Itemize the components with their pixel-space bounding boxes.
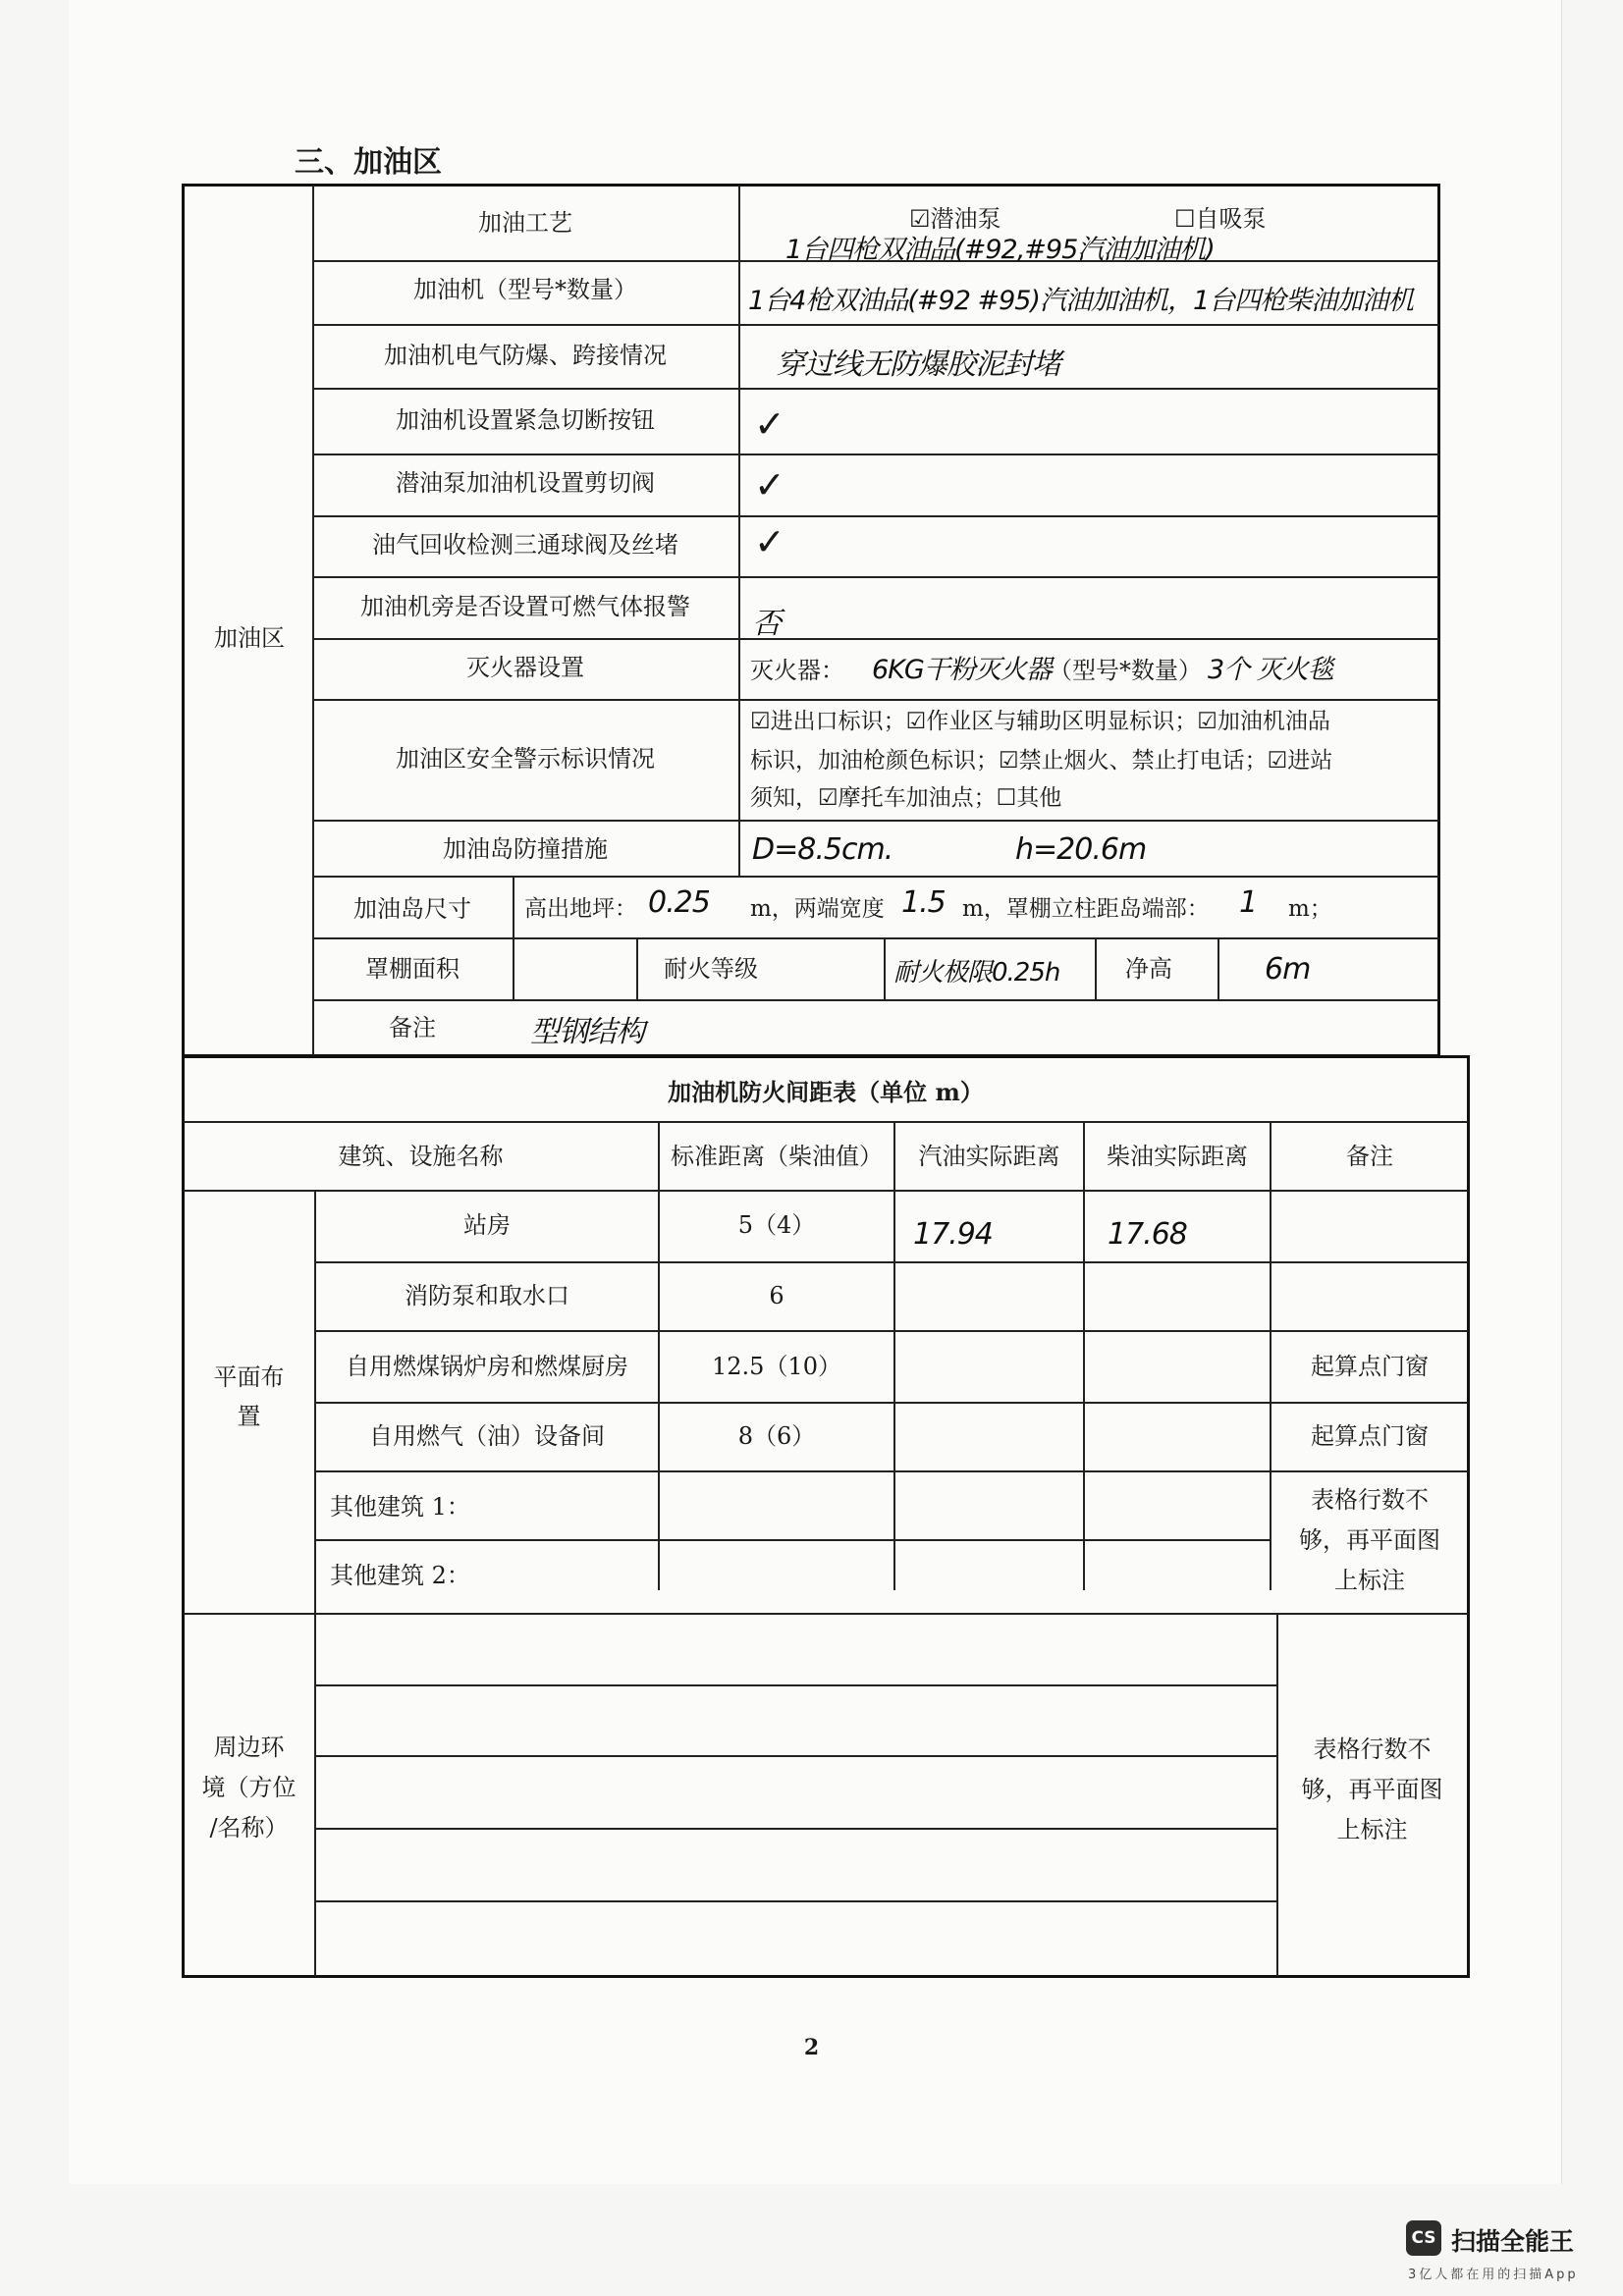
row-line xyxy=(312,820,1439,822)
col-divider-label xyxy=(738,186,740,876)
row-line xyxy=(314,1330,1468,1332)
remark-label: 备注 xyxy=(389,1014,436,1041)
col-divider xyxy=(1095,937,1097,999)
group-layout-line2: 置 xyxy=(237,1403,261,1430)
empty-box-icon: ☐ xyxy=(1174,205,1196,233)
island-width-value: 1.5 xyxy=(901,885,946,920)
extinguisher-type-handwriting: 6KG干粉灭火器 xyxy=(872,655,1052,685)
note-line: 上标注 xyxy=(1334,1567,1405,1594)
note-line: 够，再平面图 xyxy=(1301,1776,1443,1803)
explosion-handwriting: 穿过线无防爆胶泥封堵 xyxy=(776,347,1060,382)
fire-rating-label: 耐火等级 xyxy=(664,955,758,983)
col-divider-area xyxy=(312,186,314,1057)
row-line xyxy=(314,1755,1276,1757)
row-line xyxy=(314,1261,1468,1263)
vapor-label: 油气回收检测三通球阀及丝堵 xyxy=(372,531,678,559)
extinguisher-prefix: 灭火器： xyxy=(750,657,844,684)
row-line xyxy=(312,324,1439,326)
distance-row-name: 其他建筑 1： xyxy=(330,1493,470,1521)
signs-line-2: 标识，加油枪颜色标识；☑禁止烟火、禁止打电话；☑进站 xyxy=(750,748,1333,774)
scanner-name: 扫描全能王 xyxy=(1451,2227,1575,2256)
col-divider xyxy=(513,876,514,999)
vapor-check-icon: ✓ xyxy=(754,520,785,563)
group-environment xyxy=(184,1728,314,1848)
header-facility: 建筑、设施名称 xyxy=(338,1143,504,1170)
checked-box-icon: ☑ xyxy=(909,205,931,233)
shear-check-icon: ✓ xyxy=(754,463,785,507)
shear-label: 潜油泵加油机设置剪切阀 xyxy=(396,469,655,497)
distance-row-name: 站房 xyxy=(463,1211,511,1239)
row-line xyxy=(312,454,1439,455)
process-option-self-priming[interactable]: ☐自吸泵 xyxy=(1174,205,1267,233)
group-line: 周边环 xyxy=(213,1734,285,1761)
distance-row-standard: 12.5（10） xyxy=(712,1353,841,1380)
group-line: 境（方位 xyxy=(201,1774,297,1801)
dispenser-handwriting-2: 1台4枪双油品(#92 #95)汽油加油机，1台四枪柴油加油机 xyxy=(748,286,1414,316)
page-number: 2 xyxy=(803,2035,820,2060)
row-line xyxy=(314,1828,1276,1830)
distance-row-name: 自用燃煤锅炉房和燃煤厨房 xyxy=(346,1353,628,1380)
clear-height-handwriting: 6m xyxy=(1265,952,1311,987)
dispenser-label: 加油机（型号*数量） xyxy=(413,276,637,303)
gas-alarm-handwriting: 否 xyxy=(752,607,781,641)
note-line: 上标注 xyxy=(1336,1816,1408,1843)
collision-handwriting-1: D=8.5cm. xyxy=(752,832,893,867)
row-line xyxy=(314,1470,1468,1472)
signs-line-1: ☑进出口标识；☑作业区与辅助区明显标识；☑加油机油品 xyxy=(750,709,1330,734)
row-line xyxy=(184,1613,1468,1615)
row-line xyxy=(314,1402,1468,1404)
row-line xyxy=(184,1121,1468,1123)
row-line xyxy=(312,515,1439,517)
section-title: 三、加油区 xyxy=(295,145,442,180)
row-line xyxy=(184,1190,1468,1192)
extinguisher-label: 灭火器设置 xyxy=(466,654,584,681)
row-line xyxy=(314,1900,1276,1902)
note-line: 够，再平面图 xyxy=(1299,1526,1440,1554)
emergency-check-icon: ✓ xyxy=(754,402,785,446)
row-line xyxy=(312,388,1439,390)
col-divider xyxy=(636,937,638,999)
scanner-tagline: 3亿人都在用的扫描App xyxy=(1408,2268,1579,2282)
island-pillar-value: 1 xyxy=(1239,885,1258,920)
extinguisher-suffix: （型号*数量） xyxy=(1049,657,1202,684)
distance-row-remark: 起算点门窗 xyxy=(1311,1353,1429,1380)
note-line: 表格行数不 xyxy=(1311,1486,1429,1514)
col-divider xyxy=(1217,937,1219,999)
header-diesel: 柴油实际距离 xyxy=(1107,1143,1248,1170)
diesel-distance-handwriting: 17.68 xyxy=(1108,1217,1187,1252)
island-pillar-unit: m； xyxy=(1288,896,1332,922)
header-standard: 标准距离（柴油值） xyxy=(671,1143,883,1170)
other-buildings-note xyxy=(1271,1480,1468,1601)
row-line xyxy=(312,999,1439,1001)
clear-height-label: 净高 xyxy=(1125,955,1172,983)
collision-handwriting-2: h=20.6m xyxy=(1015,832,1147,867)
distance-row-remark: 起算点门窗 xyxy=(1311,1422,1429,1450)
island-size-label: 加油岛尺寸 xyxy=(353,895,471,923)
distance-row-name: 自用燃气（油）设备间 xyxy=(369,1422,605,1450)
row-line xyxy=(312,576,1439,578)
process-option-submersible[interactable]: ☑潜油泵 xyxy=(909,205,1001,233)
col-divider xyxy=(1083,1121,1085,1590)
row-line xyxy=(314,1539,1270,1541)
island-width-label: m，两端宽度 xyxy=(750,896,885,922)
distance-table-title: 加油机防火间距表（单位 m） xyxy=(668,1078,984,1106)
distance-row-name: 其他建筑 2： xyxy=(330,1562,470,1589)
dispenser-handwriting-1: 1台四枪双油品(#92,#95汽油加油机) xyxy=(785,235,1215,265)
group-layout-line1: 平面布 xyxy=(213,1363,285,1391)
canopy-area-label: 罩棚面积 xyxy=(365,955,460,983)
extinguisher-qty-handwriting: 3个 灭火毯 xyxy=(1208,655,1333,685)
gasoline-distance-handwriting: 17.94 xyxy=(913,1217,993,1252)
area-label: 加油区 xyxy=(214,624,285,652)
gas-alarm-label: 加油机旁是否设置可燃气体报警 xyxy=(360,593,690,620)
col-divider xyxy=(884,937,886,999)
signs-label: 加油区安全警示标识情况 xyxy=(396,745,655,773)
header-remark: 备注 xyxy=(1346,1143,1393,1170)
island-height-value: 0.25 xyxy=(648,885,710,920)
row-line xyxy=(312,699,1439,701)
group-line: /名称） xyxy=(209,1814,289,1842)
col-divider xyxy=(893,1121,895,1590)
row-line xyxy=(312,638,1439,640)
row-line xyxy=(314,1684,1276,1686)
header-gasoline: 汽油实际距离 xyxy=(918,1143,1060,1170)
collision-label: 加油岛防撞措施 xyxy=(443,835,608,863)
distance-row-standard: 6 xyxy=(769,1282,784,1309)
scanner-logo-icon: CS xyxy=(1406,2220,1441,2256)
fire-rating-handwriting: 耐火极限0.25h xyxy=(893,958,1060,988)
distance-row-standard: 5（4） xyxy=(737,1211,816,1239)
row-line xyxy=(312,937,1439,939)
distance-row-standard: 8（6） xyxy=(737,1422,816,1450)
island-pillar-label: m，罩棚立柱距岛端部： xyxy=(962,896,1210,922)
process-label: 加油工艺 xyxy=(478,209,572,237)
environment-note xyxy=(1276,1730,1468,1850)
explosion-label: 加油机电气防爆、跨接情况 xyxy=(384,342,667,369)
note-line: 表格行数不 xyxy=(1313,1735,1432,1763)
remark-handwriting: 型钢结构 xyxy=(530,1015,644,1049)
signs-line-3: 须知，☑摩托车加油点；☐其他 xyxy=(750,785,1062,811)
emergency-label: 加油机设置紧急切断按钮 xyxy=(396,406,655,434)
distance-row-name: 消防泵和取水口 xyxy=(405,1282,569,1309)
island-height-label: 高出地坪： xyxy=(524,896,637,922)
row-line xyxy=(312,876,1439,878)
